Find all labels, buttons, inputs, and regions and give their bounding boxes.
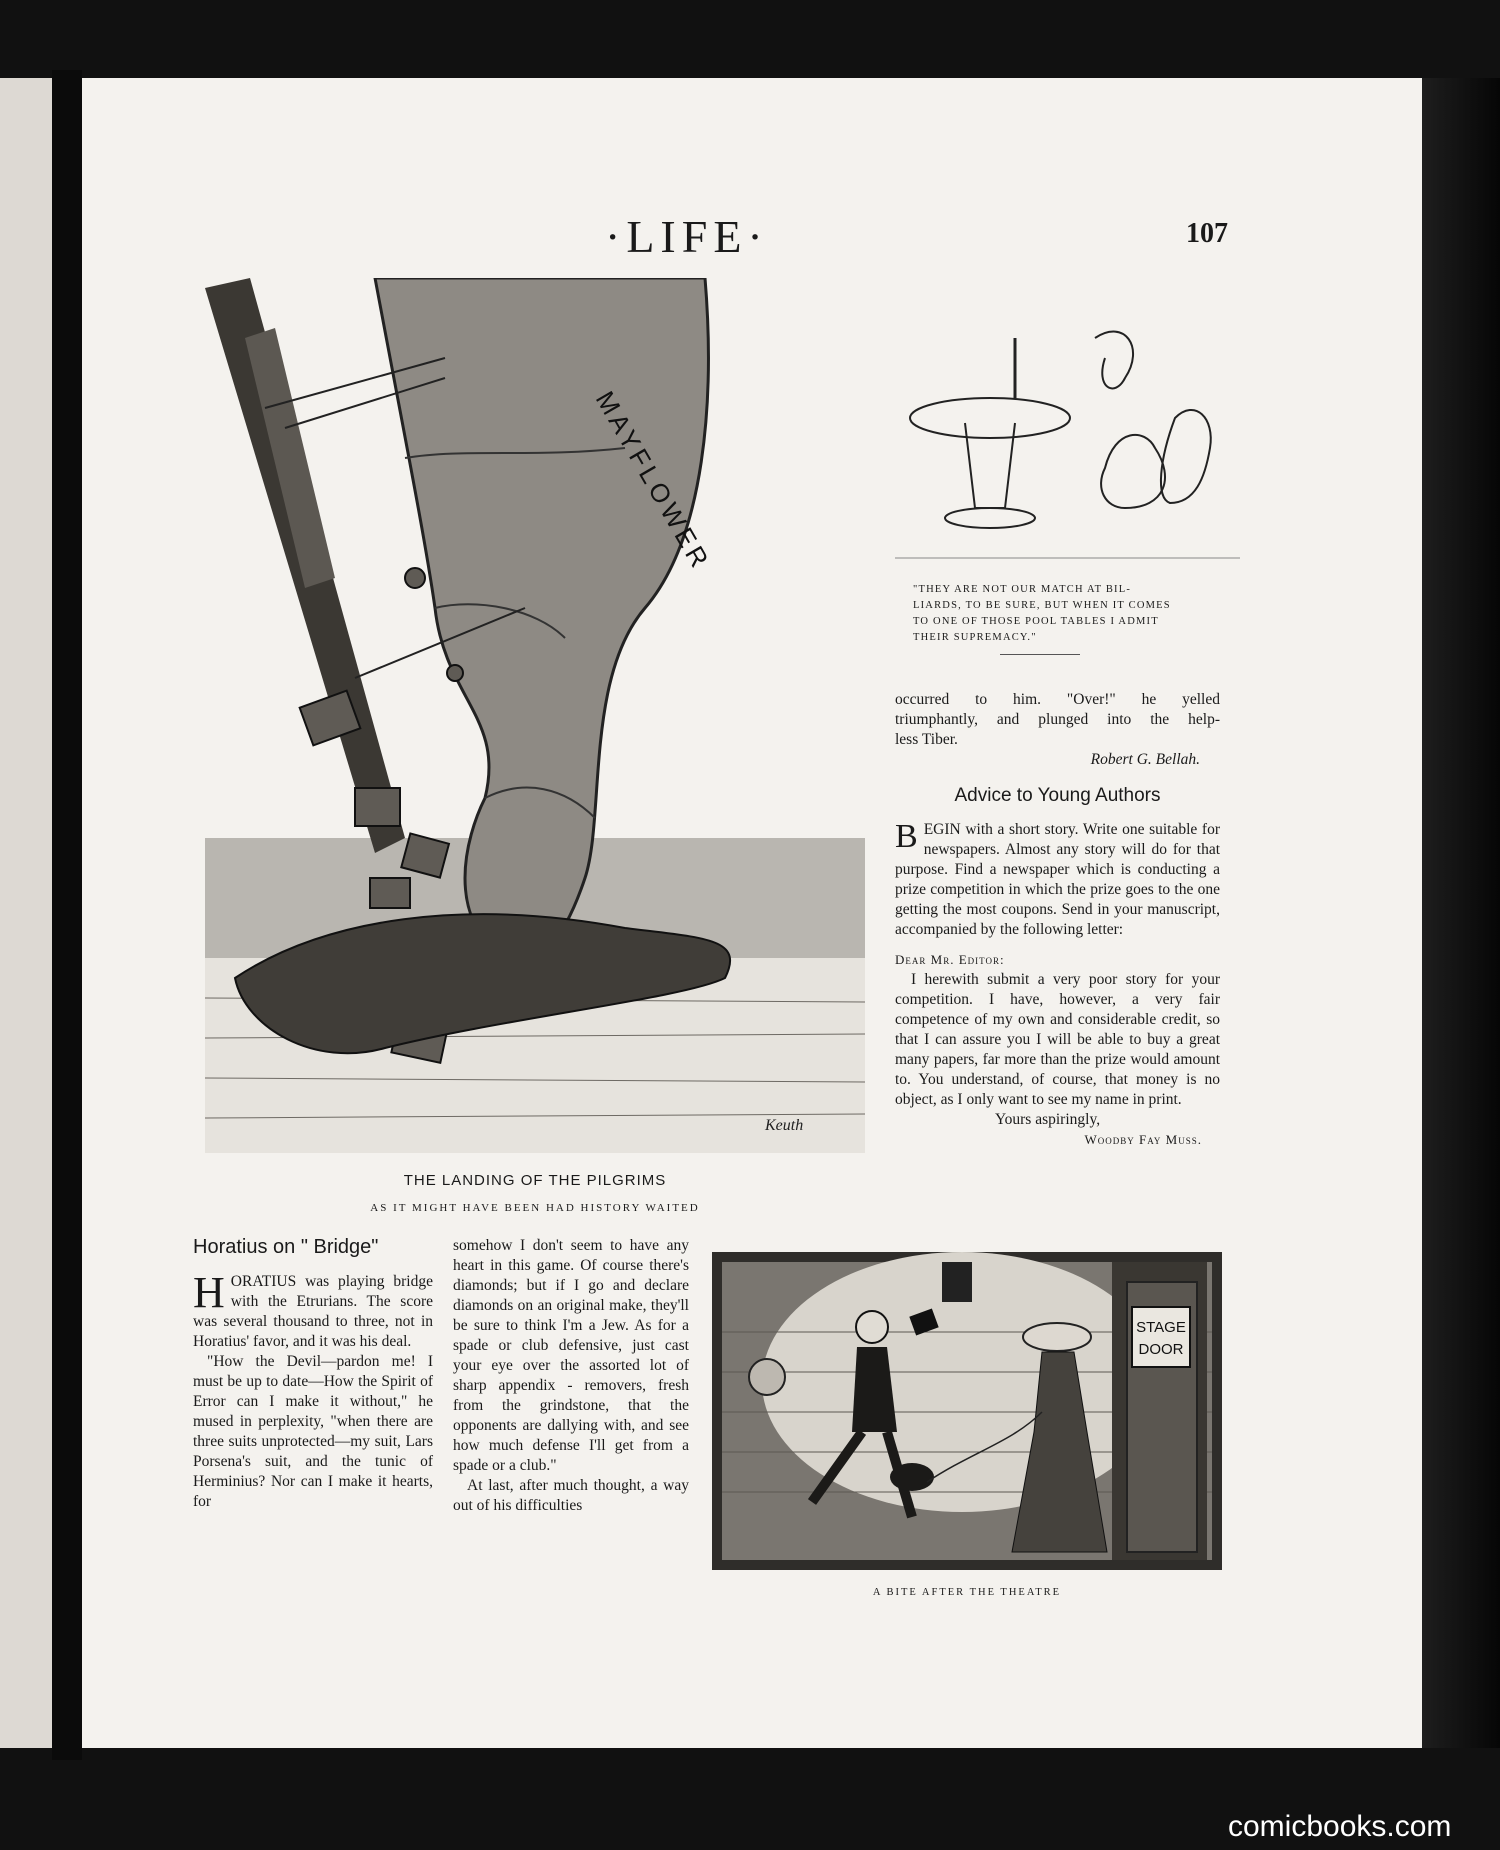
text-line: less Tiber. bbox=[895, 731, 958, 748]
artist-signature: Keuth bbox=[765, 1117, 804, 1134]
roosters-cartoon bbox=[895, 278, 1240, 563]
masthead: ·LIFE· bbox=[605, 211, 769, 262]
horatius-paragraph-4: At last, after much thought, a way out of his difficulties bbox=[453, 1477, 689, 1514]
page-number: 107 bbox=[1186, 218, 1228, 249]
advice-title: Advice to Young Authors bbox=[954, 785, 1161, 806]
letter-signature: Woodby Fay Muss. bbox=[1084, 1132, 1202, 1147]
source-watermark: comicbooks.com bbox=[1228, 1810, 1452, 1843]
horatius-column-2 bbox=[453, 1236, 689, 1516]
horatius-paragraph-1: ORATIUS was playing bridge with the Etrurians. The score was several thousand to three, not in Horatius' favor, and it was his deal. bbox=[193, 1273, 433, 1350]
text-line: occurred to him. "Over!" he yelled bbox=[895, 691, 1220, 708]
letter-closing: Yours aspiringly, bbox=[995, 1111, 1101, 1128]
stage-sign-line1: STAGE bbox=[1136, 1319, 1186, 1336]
letter-text: I herewith submit a very poor story for your competition. I have, however, a very fair competence of my own and considerable credit, so that I can assure you I will be able to buy a great many papers, far more than the prize would amount to. You understand, of course, that money is no object, as I only want to see my name in print. bbox=[895, 971, 1220, 1108]
right-edge bbox=[1422, 78, 1500, 1748]
roosters-caption bbox=[913, 582, 1233, 646]
advice-body bbox=[895, 820, 1220, 1150]
pilgrims-subcaption: AS IT MIGHT HAVE BEEN HAD HISTORY WAITED bbox=[370, 1202, 700, 1214]
author-byline: Robert G. Bellah. bbox=[1090, 751, 1200, 768]
horatius-ending bbox=[895, 690, 1220, 770]
roosters-caption-line: THEIR SUPREMACY." bbox=[913, 632, 1037, 643]
caption-rule bbox=[1000, 654, 1080, 655]
horatius-title: Horatius on " Bridge" bbox=[193, 1236, 379, 1258]
roosters-caption-line: LIARDS, TO BE SURE, BUT WHEN IT COMES bbox=[913, 600, 1171, 611]
drop-cap: B bbox=[895, 818, 918, 855]
mayflower-label: MAYFLOWER bbox=[589, 386, 717, 576]
horatius-column-1 bbox=[193, 1268, 433, 1512]
horatius-paragraph-3: somehow I don't seem to have any heart in this game. Of course there's diamonds; but if I go and declare diamonds on an original make, they'll be sure to think I'm a Jew. As for a spade or club defensive, just cast your eye over the assorted lot of sharp appendix - removers, fresh from the grindstone, that the opponents are dallying with, and see how much defense I'll get from a spade or a club." bbox=[453, 1237, 689, 1474]
roosters-caption-line: "THEY ARE NOT OUR MATCH AT BIL- bbox=[913, 584, 1132, 595]
roosters-caption-line: TO ONE OF THOSE POOL TABLES I ADMIT bbox=[913, 616, 1159, 627]
pilgrims-illustration bbox=[205, 278, 865, 1153]
drop-cap: H bbox=[193, 1268, 225, 1317]
theatre-caption: A BITE AFTER THE THEATRE bbox=[872, 1587, 1062, 1598]
stage-sign-line2: DOOR bbox=[1138, 1341, 1184, 1358]
advice-paragraph: EGIN with a short story. Write one suitable for newspapers. Almost any story will do for that purpose. Find a newspaper which is conducting a prize competition in which the prize goes to the one getting the most coupons. Send in your manuscript, accompanied by the following letter: bbox=[895, 821, 1220, 938]
book-gutter bbox=[52, 70, 82, 1760]
text-line: triumphantly, and plunged into the help- bbox=[895, 711, 1220, 728]
pilgrims-caption: THE LANDING OF THE PILGRIMS bbox=[403, 1172, 667, 1189]
theatre-illustration bbox=[712, 1252, 1222, 1570]
previous-page-edge bbox=[0, 78, 52, 1748]
salutation: Dear Mr. Editor: bbox=[895, 952, 1005, 967]
horatius-paragraph-2: "How the Devil—pardon me! I must be up to date—How the Spirit of Error can I make it without," he mused in perplexity, "when there are three suits unprotected—my suit, Lars Porsena's suit, and the tunic of Herminius? Nor can I make it hearts, for bbox=[193, 1353, 433, 1510]
